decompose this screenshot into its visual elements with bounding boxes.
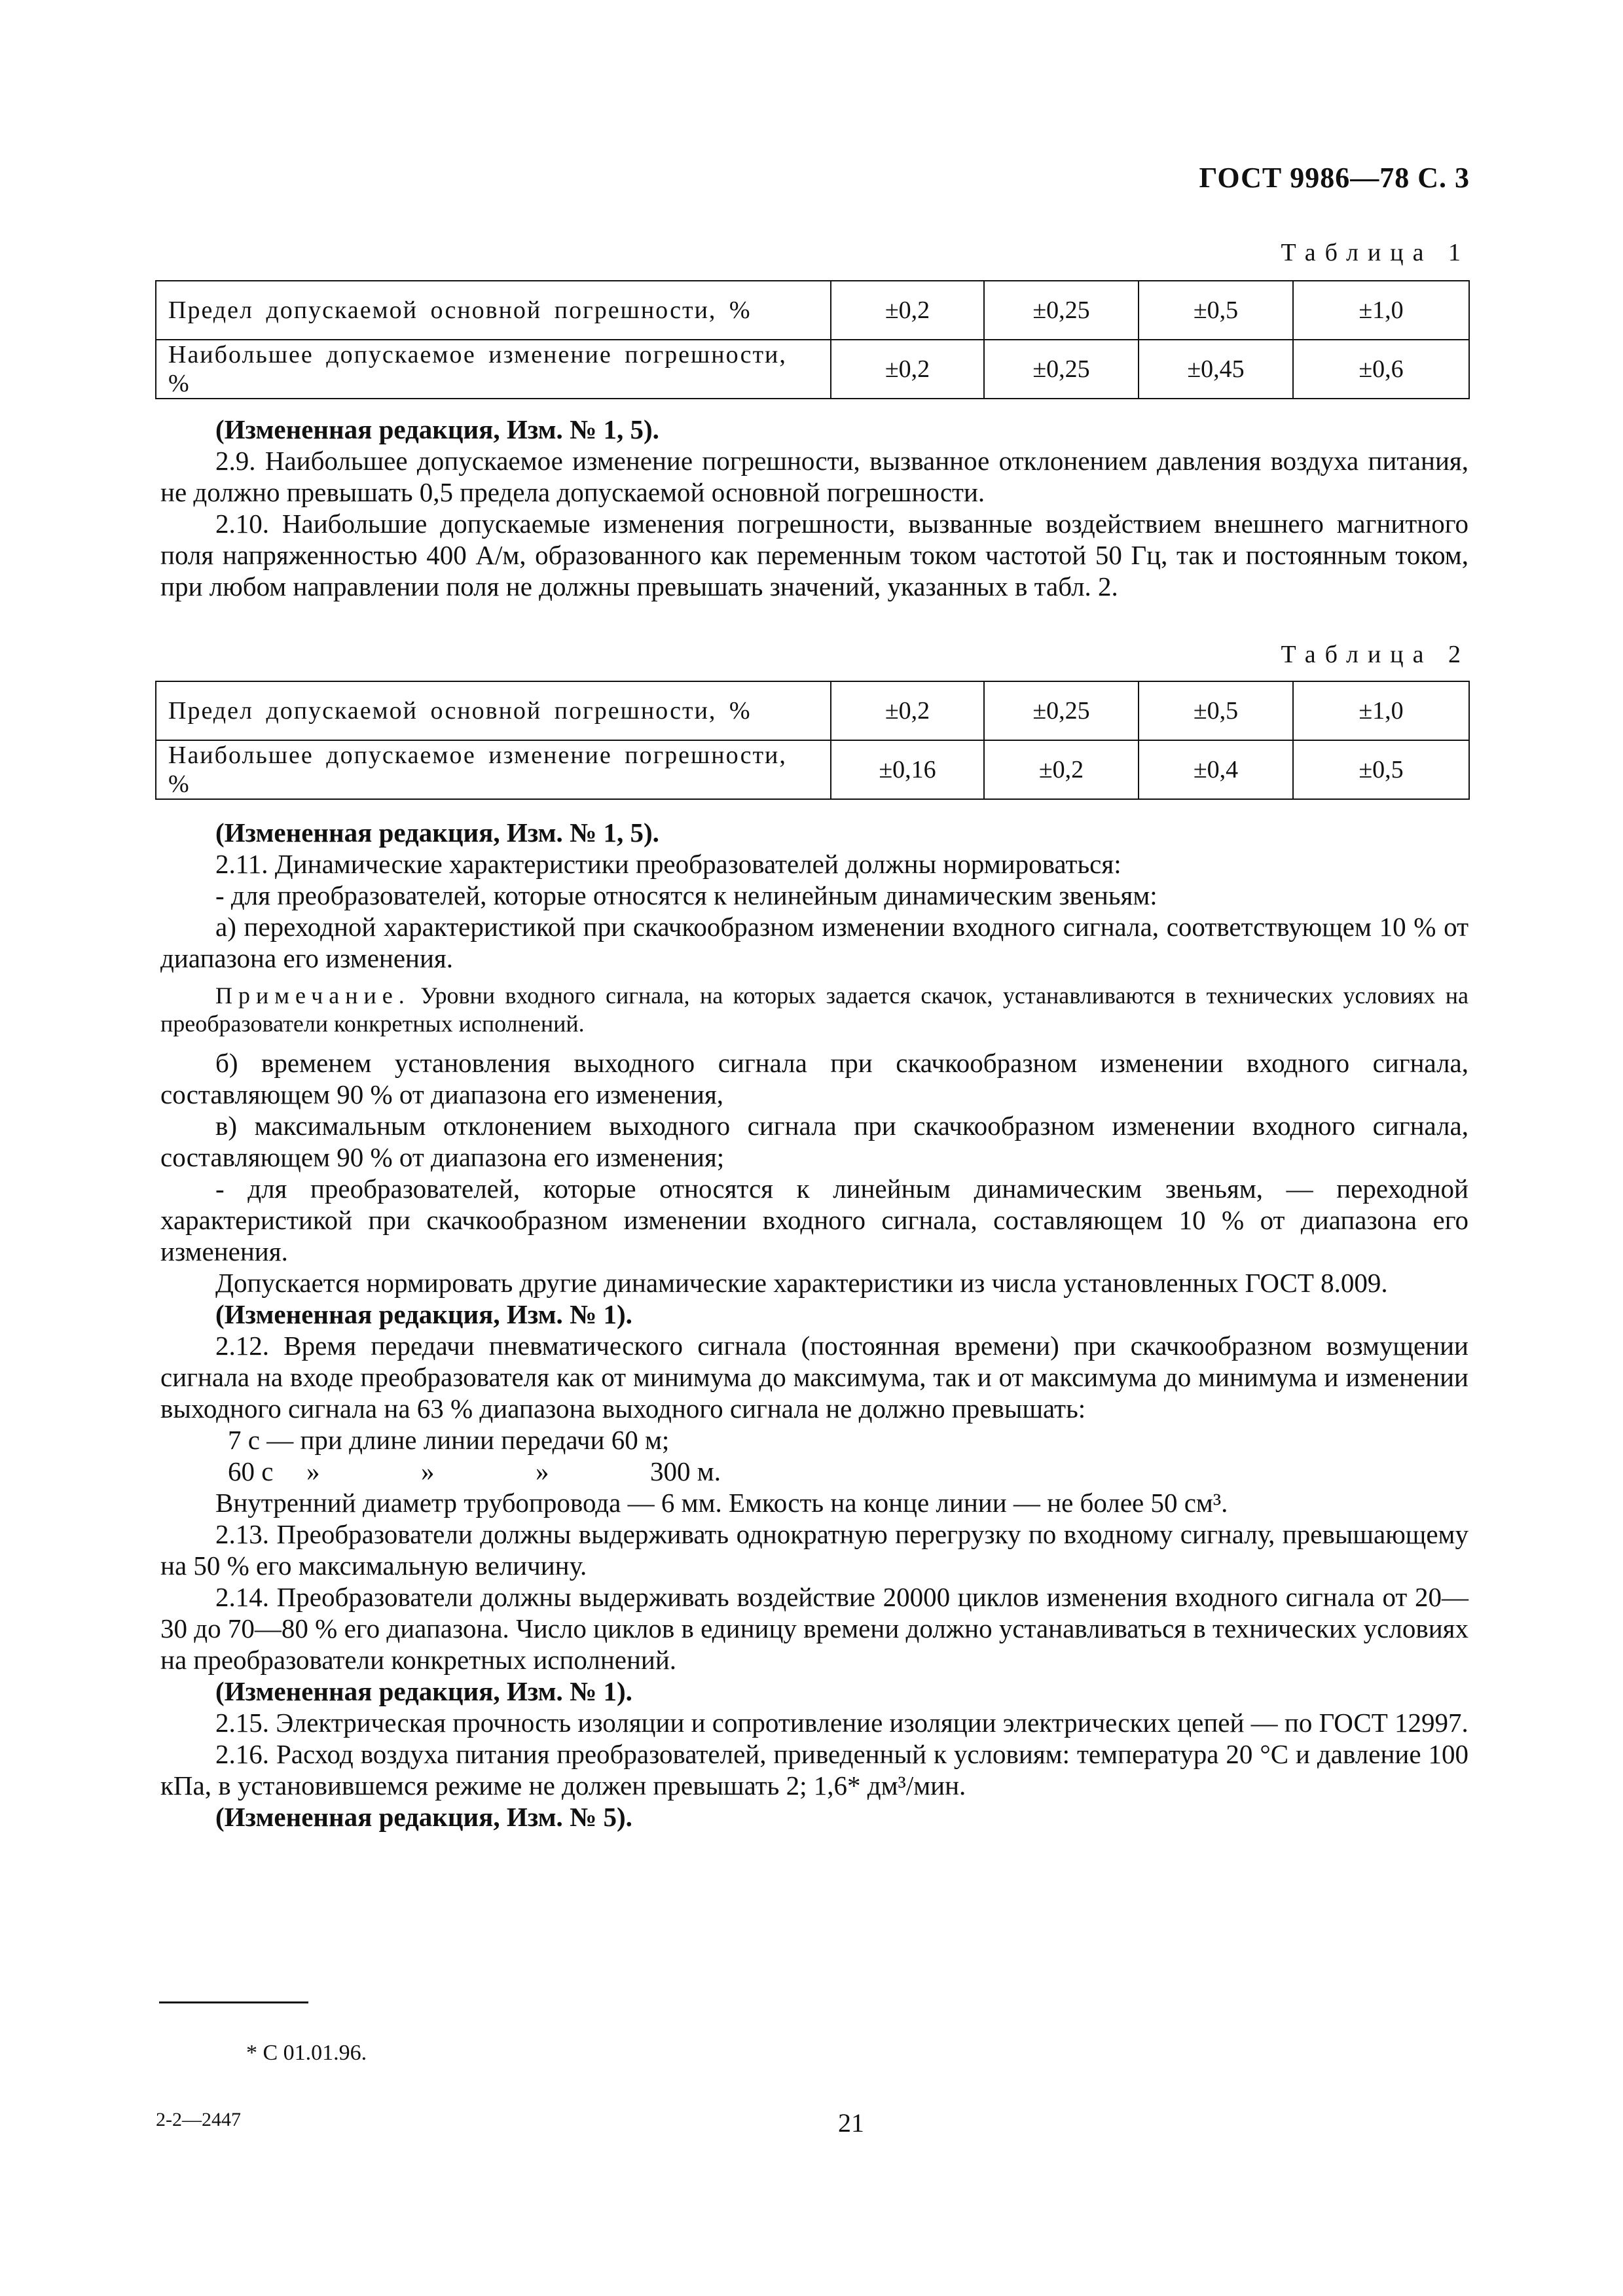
table-cell-value: ±0,6	[1293, 340, 1469, 399]
amendment-note: (Измененная редакция, Изм. № 1, 5).	[215, 414, 659, 444]
list-item-v: в) максимальным отклонением выходного сигнала при скачкообразном изменении входного сигнала, составляющем 90 % от диапазона его изменения;	[160, 1111, 1468, 1172]
table-cell-param: Предел допускаемой основной погрешности, %	[156, 281, 831, 340]
table-cell-param: Наибольшее допускаемое изменение погрешности, %	[156, 740, 831, 799]
amendment-note: (Измененная редакция, Изм. № 1).	[215, 1299, 632, 1329]
table-1-caption: Таблица 1	[1281, 239, 1470, 266]
list-item-nonlinear: - для преобразователей, которые относятся к нелинейным динамическим звеньям:	[215, 880, 1158, 910]
paragraph-2-11: 2.11. Динамические характеристики преобразователей должны нормироваться:	[215, 849, 1122, 879]
paragraph-2-12: 2.12. Время передачи пневматического сигнала (постоянная времени) при скачкообразном возмущении сигнала на входе преобразователя как от минимума до максимума, так и от максимума до минимума и изменении выходного сигнала на 63 % диапазона выходного сигнала не должно превышать:	[160, 1331, 1468, 1424]
text-block-2	[160, 817, 1468, 1833]
table-cell-value: ±0,25	[984, 340, 1139, 399]
footnote: * С 01.01.96.	[246, 2041, 367, 2065]
table-cell-value: ±0,2	[831, 681, 984, 740]
table-cell-value: ±0,2	[831, 281, 984, 340]
note-text: Уровни входного сигнала, на которых задается скачок, устанавливаются в технических условиях на преобразователи конкретных исполнений.	[160, 982, 1468, 1037]
paragraph-2-14: 2.14. Преобразователи должны выдерживать воздействие 20000 циклов изменения входного сигнала от 20—30 до 70—80 % его диапазона. Число циклов в единицу времени должно устанавливаться в технических условиях на преобразователи конкретных исполнений.	[160, 1582, 1468, 1675]
table-cell-value: ±1,0	[1293, 281, 1469, 340]
transmission-line-1: 7 с — при длине линии передачи 60 м;	[228, 1425, 670, 1455]
paragraph-diameter: Внутренний диаметр трубопровода — 6 мм. Емкость на конце линии — не более 50 см³.	[215, 1488, 1228, 1518]
list-item-a: а) переходной характеристикой при скачкообразном изменении входного сигнала, соответствующем 10 % от диапазона его изменения.	[160, 912, 1468, 973]
amendment-note: (Измененная редакция, Изм. № 5).	[215, 1802, 632, 1832]
amendment-note: (Измененная редакция, Изм. № 1, 5).	[215, 817, 659, 848]
table-cell-value: ±0,2	[831, 340, 984, 399]
paragraph-2-9: 2.9. Наибольшее допускаемое изменение погрешности, вызванное отклонением давления воздуха питания, не должно превышать 0,5 предела допускаемой основной погрешности.	[160, 446, 1468, 507]
list-item-linear: - для преобразователей, которые относятся к линейным динамическим звеньям, — переходной характеристикой при скачкообразном изменении входного сигнала, составляющем 10 % от диапазона его изменения.	[160, 1174, 1468, 1266]
ditto-mark: »	[306, 1456, 320, 1486]
page-header-title: ГОСТ 9986—78 С. 3	[1199, 162, 1470, 194]
table-cell-value: ±0,5	[1293, 740, 1469, 799]
footnote-divider	[159, 2001, 308, 2003]
line-2-length: 300 м.	[650, 1456, 721, 1486]
table-cell-param: Наибольшее допускаемое изменение погрешности, %	[156, 340, 831, 399]
line-2-time: 60 с	[228, 1456, 274, 1486]
table-cell-value: ±0,16	[831, 740, 984, 799]
paragraph-2-13: 2.13. Преобразователи должны выдерживать однократную перегрузку по входному сигналу, превышающему на 50 % его максимальную величину.	[160, 1519, 1468, 1581]
paragraph-2-16: 2.16. Расход воздуха питания преобразователей, приведенный к условиям: температура 20 °С и давление 100 кПа, в установившемся режиме не должен превышать 2; 1,6* дм³/мин.	[160, 1739, 1468, 1801]
table-cell-value: ±0,2	[984, 740, 1139, 799]
ditto-mark: »	[536, 1456, 549, 1486]
paragraph-2-15: 2.15. Электрическая прочность изоляции и сопротивление изоляции электрических цепей — по ГОСТ 12997.	[215, 1708, 1468, 1738]
table-cell-value: ±0,4	[1139, 740, 1293, 799]
table-cell-value: ±0,45	[1139, 340, 1293, 399]
table-cell-value: ±0,5	[1139, 281, 1293, 340]
table-row	[156, 681, 1469, 740]
table-cell-value: ±0,25	[984, 281, 1139, 340]
table-cell-param: Предел допускаемой основной погрешности, %	[156, 681, 831, 740]
note-label: Примечание.	[215, 982, 410, 1009]
page-number: 21	[838, 2108, 864, 2138]
table-row	[156, 740, 1469, 799]
table-row	[156, 281, 1469, 340]
table-cell-value: ±0,5	[1139, 681, 1293, 740]
note-paragraph	[160, 982, 1468, 1038]
list-item-b: б) временем установления выходного сигнала при скачкообразном изменении входного сигнала, составляющем 90 % от диапазона его изменения,	[160, 1048, 1468, 1109]
table-cell-value: ±0,25	[984, 681, 1139, 740]
table-2	[155, 681, 1470, 800]
print-code: 2-2—2447	[156, 2109, 241, 2130]
table-1	[155, 280, 1470, 399]
paragraph-2-10: 2.10. Наибольшие допускаемые изменения погрешности, вызванные воздействием внешнего магнитного поля напряженностью 400 А/м, образованного как переменным током частотой 50 Гц, так и постоянным током, при любом направлении поля не должны превышать значений, указанных в табл. 2.	[160, 509, 1468, 601]
paragraph-allowed: Допускается нормировать другие динамические характеристики из числа установленных ГОСТ 8.009.	[215, 1268, 1388, 1298]
table-cell-value: ±1,0	[1293, 681, 1469, 740]
table-row	[156, 340, 1469, 399]
transmission-line-2	[228, 1456, 1468, 1487]
ditto-mark: »	[421, 1456, 435, 1486]
amendment-note: (Измененная редакция, Изм. № 1).	[215, 1676, 632, 1706]
text-block-1	[160, 414, 1468, 602]
table-2-caption: Таблица 2	[1281, 641, 1470, 668]
